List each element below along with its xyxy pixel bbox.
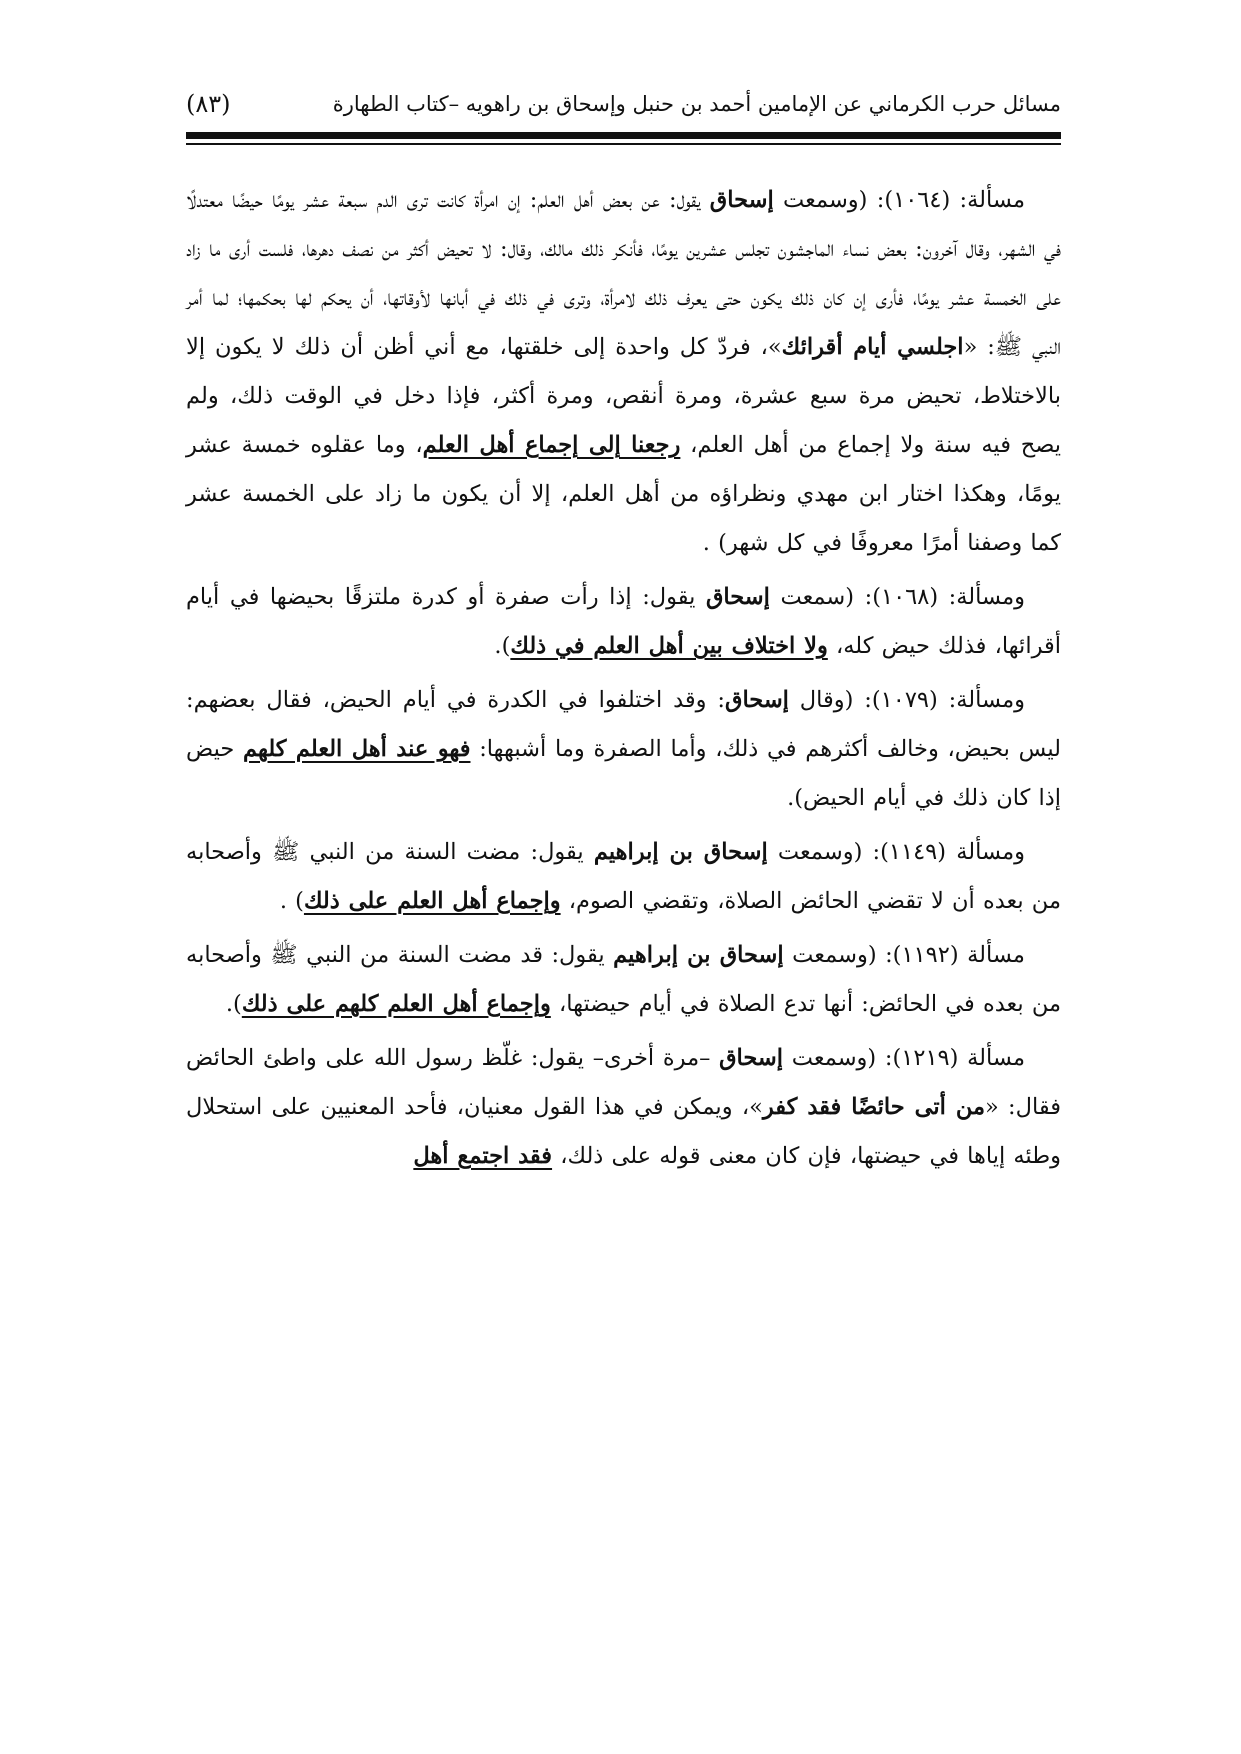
text-run: يقول: قد مضت السنة من النبي ﷺ وأصحابه من بعده في الحائض: أنها تدع الصلاة في أيام حيضتها، — [186, 942, 1061, 1017]
bold-text: إسحاق بن إبراهيم — [613, 942, 784, 968]
text-run: ومسألة (١١٤٩): (وسمعت — [767, 839, 1025, 865]
text-run: ومسألة: (١٠٧٩): (وقال — [788, 687, 1025, 713]
underlined-bold-text: رجعنا إلى إجماع أهل العلم — [422, 432, 681, 458]
bold-text: إسحاق بن إبراهيم — [593, 839, 768, 865]
text-run: ، وما عقلوه خمسة عشر يومًا، وهكذا اختار ابن مهدي ونظراؤه من أهل العلم، إلا أن يكون ما زاد على الخمسة عشر كما وصفنا أمرًا معروفًا في كل شهر) . — [186, 432, 1061, 556]
document-body — [186, 176, 1061, 1736]
header-rule-thin — [186, 143, 1061, 145]
bold-text: إسحاق — [724, 687, 789, 713]
bold-text: من أتى حائضًا فقد كفر — [762, 1094, 986, 1120]
paragraph — [186, 931, 1061, 1029]
running-header — [186, 84, 1061, 124]
underlined-bold-text: وإجماع أهل العلم على ذلك — [303, 888, 561, 914]
text-run: يقول: مضت السنة من النبي ﷺ وأصحابه من بعده أن لا تقضي الحائض الصلاة، وتقضي الصوم، — [186, 839, 1061, 914]
paragraph — [186, 676, 1061, 823]
bold-text: إسحاق — [705, 584, 770, 610]
header-rule-thick — [186, 132, 1061, 139]
text-run: يقول: عن بعض أهل العلم: إن امرأة كانت ترى الدم سبعة عشر يومًا حيضًا معتدلًا في الشهر، وقال آخرون: بعض نساء الماجشون تجلس عشرين يومًا، فأنكر ذلك مالك، وقال: لا تحيض أكثر من نصف دهرها، فلست أرى ما زاد على الخمسة عشر يومًا، فأرى إن كان ذلك يكون حتى يعرف ذلك لامرأة، وترى في ذلك في أبانها لأوقاتها، أن يحكم لها بحكمها؛ لما أمر النبي ﷺ: « — [186, 187, 1061, 360]
text-run: ). — [225, 991, 242, 1017]
paragraph — [186, 573, 1061, 671]
underlined-bold-text: ولا اختلاف بين أهل العلم في ذلك — [510, 633, 828, 659]
text-run: يقول: إذا رأت صفرة أو كدرة ملتزقًا بحيضها في أيام أقرائها، فذلك حيض كله، — [186, 584, 1061, 659]
underlined-bold-text: فقد اجتمع أهل — [413, 1143, 553, 1169]
bold-text: اجلسي أيام أقرائك — [781, 334, 964, 360]
text-run: مسألة: (١٠٦٤): (وسمعت — [773, 187, 1025, 213]
text-run: مسألة (١١٩٢): (وسمعت — [783, 942, 1025, 968]
text-run: »، ويمكن في هذا القول معنيان، فأحد المعنيين على استحلال وطئه إياها في حيضتها، فإن كان معنى قوله على ذلك، — [186, 1094, 1061, 1169]
underlined-bold-text: وإجماع أهل العلم كلهم على ذلك — [241, 991, 551, 1017]
bold-text: إسحاق — [719, 1045, 784, 1071]
bold-text: إسحاق — [709, 187, 774, 213]
text-run: –مرة أخرى– يقول: غلّظ رسول الله على واطئ الحائض فقال: « — [186, 1045, 1061, 1120]
text-run: ) . — [279, 888, 304, 914]
page-number: (٨٣) — [186, 90, 231, 118]
text-run: : وقد اختلفوا في الكدرة في أيام الحيض، فقال بعضهم: ليس بحيض، وخالف أكثرهم في ذلك، وأما الصفرة وما أشبهها: — [186, 687, 1062, 762]
paragraph — [186, 1034, 1061, 1181]
underlined-bold-text: فهو عند أهل العلم كلهم — [243, 736, 471, 762]
text-run: مسألة (١٢١٩): (وسمعت — [783, 1045, 1026, 1071]
text-run: ومسألة: (١٠٦٨): (سمعت — [769, 584, 1026, 610]
paragraph — [186, 828, 1061, 926]
text-run: حيض إذا كان ذلك في أيام الحيض). — [186, 736, 1061, 811]
text-run: »، فردّ كل واحدة إلى خلقتها، مع أني أظن أن ذلك لا يكون إلا بالاختلاط، تحيض مرة سبع عشرة، ومرة أنقص، ومرة أكثر، فإذا دخل في الوقت ذلك، ولم يصح فيه سنة ولا إجماع من أهل العلم، — [186, 334, 1061, 458]
text-run: ). — [494, 633, 511, 659]
paragraph — [186, 176, 1061, 568]
header-title: مسائل حرب الكرماني عن الإمامين أحمد بن حنبل وإسحاق بن راهويه –كتاب الطهارة — [332, 92, 1061, 116]
